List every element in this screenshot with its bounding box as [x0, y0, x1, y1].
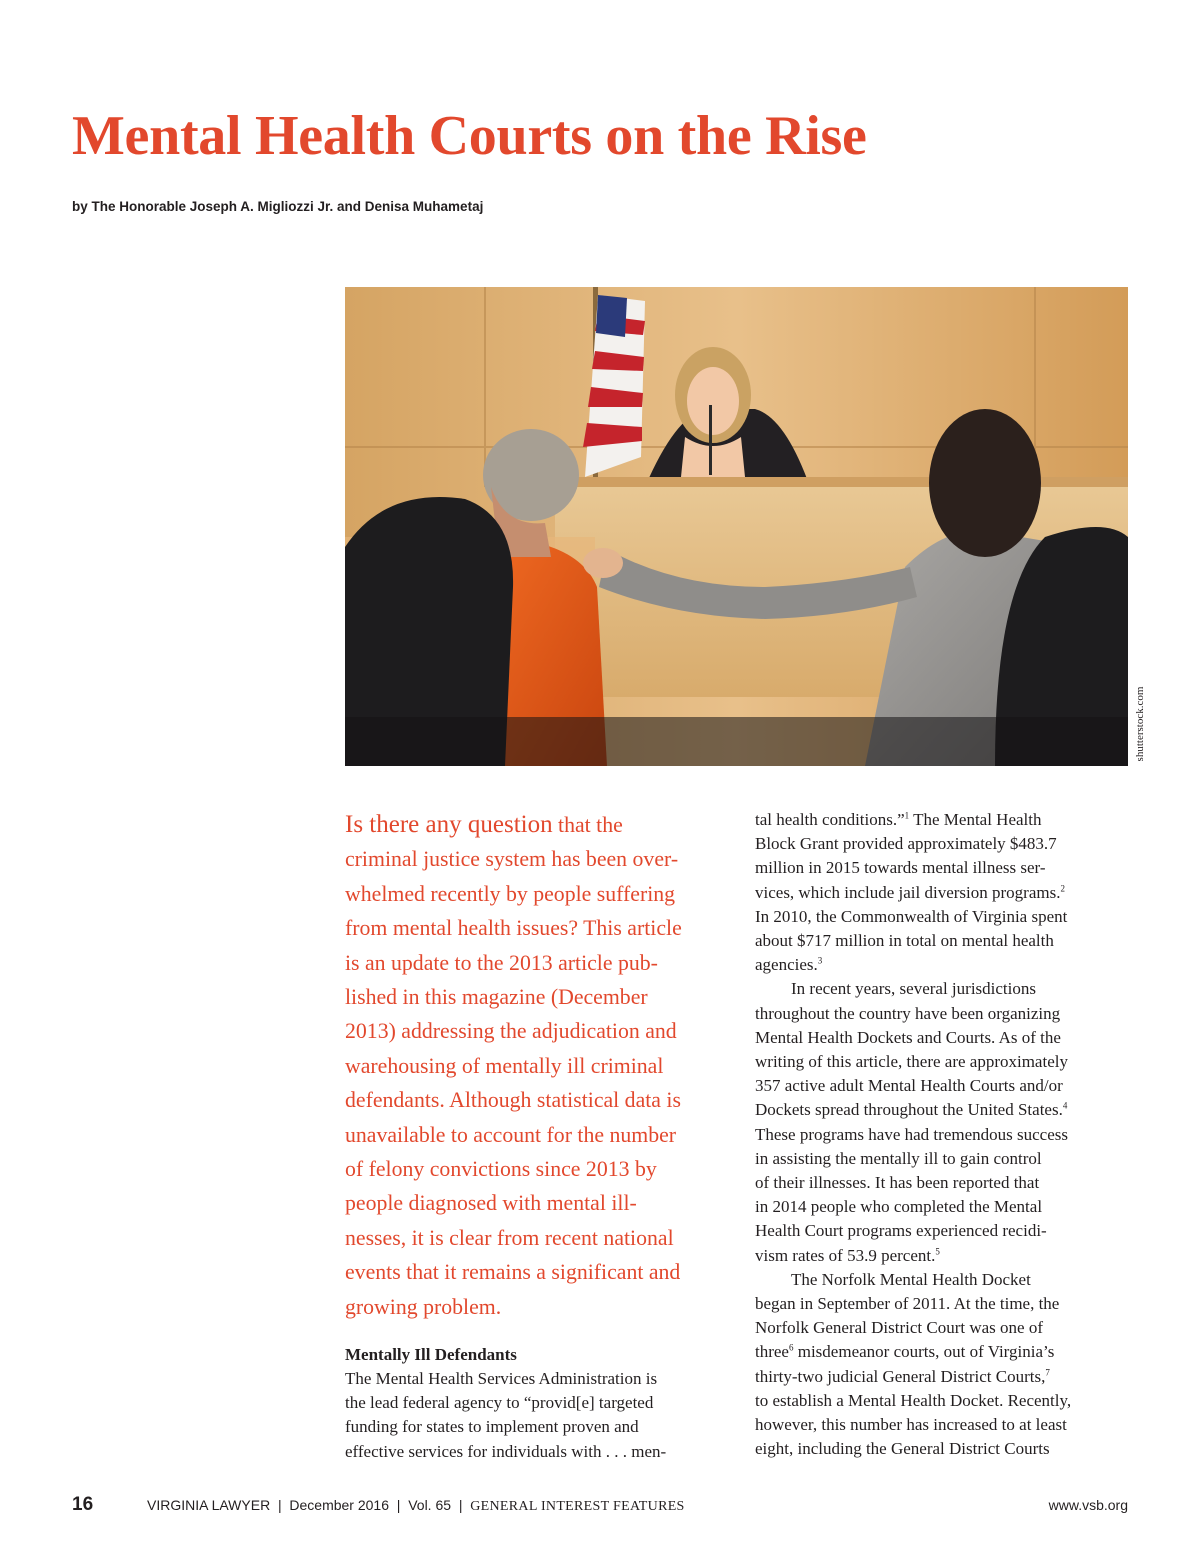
footnote-ref[interactable]: 4 — [1062, 1100, 1068, 1111]
body-line: throughout the country have been organizing — [755, 1003, 1061, 1023]
section-heading: Mentally Ill Defendants — [345, 1345, 517, 1364]
body-line: tal health conditions.”$^1$ The Mental Health — [755, 810, 1042, 829]
lead-line: Is there any question that the — [345, 811, 623, 838]
lead-line: criminal justice system has been over- — [345, 847, 679, 872]
lead-line: nesses, it is clear from recent national — [345, 1225, 674, 1250]
lead-line: people diagnosed with mental ill- — [345, 1191, 637, 1216]
footnote-ref[interactable]: 5 — [935, 1246, 940, 1256]
lead-line: lished in this magazine (December — [345, 985, 648, 1010]
body-line: thirty-two judicial General District Courts,$^7$ — [755, 1366, 1050, 1386]
page-number: 16 — [72, 1494, 94, 1515]
section-label: GENERAL INTEREST FEATURES — [470, 1499, 685, 1514]
body-line: Mental Health Dockets and Courts. As of the — [755, 1027, 1061, 1047]
byline: by The Honorable Joseph A. Migliozzi Jr. and Denisa Muhametaj — [72, 199, 484, 214]
body-line: The Norfolk Mental Health Docket — [791, 1269, 1031, 1289]
body-line: effective services for individuals with . . . men- — [345, 1441, 667, 1461]
body-line: about $717 million in total on mental health — [755, 931, 1054, 951]
lead-line: of felony convictions since 2013 by — [345, 1157, 657, 1182]
magazine-name: VIRGINIA LAWYER — [147, 1497, 271, 1513]
running-footer: VIRGINIA LAWYER | December 2016 | Vol. 65 | GENERAL INTEREST FEATURES — [147, 1497, 685, 1514]
footnote-ref[interactable]: 6 — [788, 1342, 794, 1353]
body-line: funding for states to implement proven and — [345, 1417, 639, 1437]
body-line: however, this number has increased to at least — [755, 1415, 1067, 1435]
body-line: 357 active adult Mental Health Courts and/or — [755, 1076, 1063, 1096]
body-line: eight, including the General District Courts — [755, 1439, 1050, 1459]
body-line: These programs have had tremendous success — [755, 1124, 1068, 1144]
page-footer — [72, 1494, 1128, 1520]
footnote-ref[interactable]: 1 — [904, 810, 910, 821]
lead-line: defendants. Although statistical data is — [345, 1088, 681, 1113]
body-line: In recent years, several jurisdictions — [791, 979, 1036, 999]
body-line: The Mental Health Services Administration is — [345, 1369, 658, 1388]
photo-credit: shutterstock.com — [1134, 686, 1146, 762]
section-mentally-ill-defendants — [345, 1343, 725, 1464]
body-line: the lead federal agency to “provid[e] targeted — [345, 1393, 654, 1413]
body-line: Health Court programs experienced recidi- — [755, 1221, 1047, 1241]
lead-line: unavailable to account for the number — [345, 1122, 677, 1147]
body-line: vices, which include jail diversion programs.$^2$ — [755, 882, 1065, 902]
lead-in: Is there any question — [345, 811, 553, 838]
website-link[interactable]: www.vsb.org — [1048, 1497, 1128, 1513]
body-line: began in September of 2011. At the time, the — [755, 1294, 1060, 1314]
body-line: of their illnesses. It has been reported that — [755, 1173, 1040, 1193]
body-line: Block Grant provided approximately $483.7 — [755, 834, 1057, 854]
lead-line: from mental health issues? This article — [345, 916, 682, 941]
footnote-ref[interactable]: 2 — [1060, 882, 1065, 893]
body-line: in assisting the mentally ill to gain control — [755, 1148, 1042, 1168]
footnote-ref[interactable]: 3 — [817, 955, 823, 966]
lead-line: is an update to the 2013 article pub- — [345, 950, 658, 975]
volume: Vol. 65 — [408, 1497, 452, 1513]
body-line: three$^6$ misdemeanor courts, out of Virginia’s — [755, 1342, 1055, 1362]
body-line: Norfolk General District Court was one of — [755, 1318, 1043, 1338]
body-line: writing of this article, there are approximately — [755, 1052, 1068, 1072]
lead-paragraph — [345, 808, 725, 1324]
body-line: million in 2015 towards mental illness ser- — [755, 858, 1046, 878]
body-line: in 2014 people who completed the Mental — [755, 1197, 1043, 1217]
body-line: agencies.$^3$ — [755, 955, 823, 975]
footnote-ref[interactable]: 7 — [1045, 1367, 1050, 1378]
body-line: Dockets spread throughout the United States.$^4$ — [755, 1100, 1068, 1120]
issue-date: December 2016 — [289, 1497, 390, 1513]
courtroom-photo — [345, 287, 1128, 766]
body-line: In 2010, the Commonwealth of Virginia spent — [755, 906, 1068, 926]
lead-line: whelmed recently by people suffering — [345, 881, 676, 906]
body-line: to establish a Mental Health Docket. Recently, — [755, 1390, 1072, 1410]
lead-line: events that it remains a significant and — [345, 1260, 681, 1285]
body-line: vism rates of 53.9 percent.$^5$ — [755, 1245, 940, 1265]
lead-line: warehousing of mentally ill criminal — [345, 1053, 664, 1078]
lead-line: 2013) addressing the adjudication and — [345, 1019, 677, 1044]
lead-line: growing problem. — [345, 1294, 502, 1319]
article-title: Mental Health Courts on the Rise — [72, 105, 867, 167]
right-column — [755, 808, 1135, 1461]
